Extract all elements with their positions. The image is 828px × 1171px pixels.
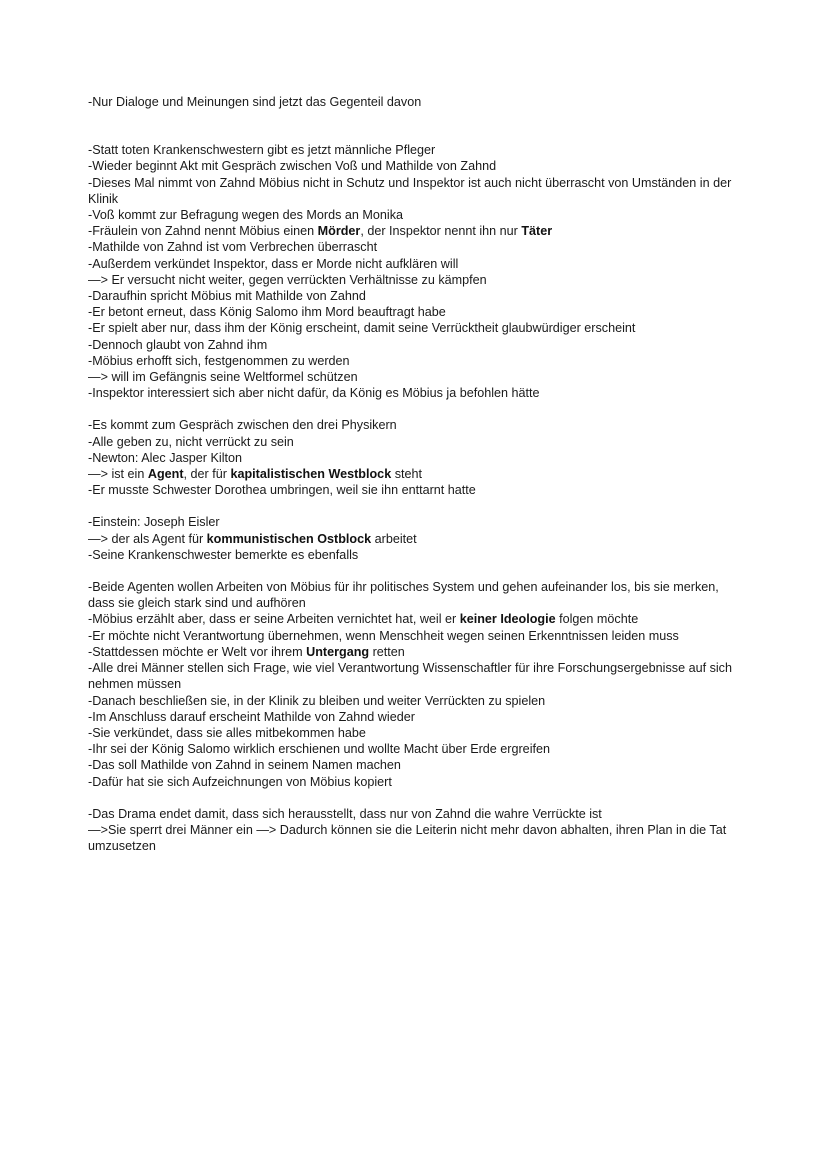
text-run: -Möbius erhofft sich, festgenommen zu werden [88,353,350,368]
text-run: -Sie verkündet, dass sie alles mitbekommen habe [88,725,366,740]
text-run: , der Inspektor nennt ihn nur [360,224,522,239]
text-line [88,709,748,725]
text-run: -Dafür hat sie sich Aufzeichnungen von Möbius kopiert [88,774,392,789]
text-run: -Alle geben zu, nicht verrückt zu sein [88,434,294,449]
text-run: , der für [183,467,231,482]
text-line [88,239,748,255]
document-body [88,94,748,854]
text-run: -Mathilde von Zahnd ist vom Verbrechen überrascht [88,240,378,255]
text-line [88,337,748,353]
spacer [88,498,748,514]
text-line [88,693,748,709]
text-line [88,272,748,288]
text-run: -Nur Dialoge und Meinungen sind jetzt das Gegenteil davon [88,95,422,109]
text-run: -Danach beschließen sie, in der Klinik zu bleiben und weiter Verrückten zu spielen [88,693,546,708]
text-run: -Alle drei Männer stellen sich Frage, wie viel Verantwortung Wissenschaftler für ihre Forschungsergebnisse auf sich nehmen müssen [88,661,732,692]
text-run: -Voß kommt zur Befragung wegen des Mords an Monika [88,208,403,223]
text-line [88,207,748,223]
text-line [88,158,748,174]
text-run: -Er musste Schwester Dorothea umbringen, weil sie ihn enttarnt hatte [88,483,476,498]
text-run: retten [369,644,405,659]
bold-term: Agent [147,467,184,482]
text-line [88,547,748,563]
text-run: -Er möchte nicht Verantwortung übernehmen, wenn Menschheit wegen seinen Erkenntnissen leiden muss [88,628,679,643]
text-run: -Außerdem verkündet Inspektor, dass er Morde nicht aufklären will [88,256,459,271]
text-line [88,628,748,644]
text-run: -Newton: Alec Jasper Kilton [88,450,242,465]
text-line [88,320,748,336]
paragraph-einstein [88,514,748,563]
text-line [88,725,748,741]
text-run: —>Sie sperrt drei Männer ein —> Dadurch können sie die Leiterin nicht mehr davon abhalten, ihren Plan in die Tat umzusetzen [88,822,727,854]
paragraph-intro [88,94,748,110]
text-line [88,256,748,272]
text-run: folgen möchte [555,612,639,627]
text-run: -Daraufhin spricht Möbius mit Mathilde von Zahnd [88,289,366,304]
text-line [88,531,748,547]
bold-term: Untergang [306,644,370,659]
text-line [88,94,748,110]
text-run: -Einstein: Joseph Eisler [88,515,220,530]
text-line [88,304,748,320]
text-run: —> der als Agent für [88,531,207,546]
text-line [88,288,748,304]
spacer [88,790,748,806]
bold-term: kommunistischen Ostblock [206,531,372,546]
text-line [88,385,748,401]
text-run: -Ihr sei der König Salomo wirklich erschienen und wollte Macht über Erde ergreifen [88,742,550,757]
text-line [88,434,748,450]
text-run: -Es kommt zum Gespräch zwischen den drei Physikern [88,418,397,433]
paragraph-act-two [88,142,748,401]
text-run: -Er betont erneut, dass König Salomo ihm Mord beauftragt habe [88,305,446,320]
text-run: -Das Drama endet damit, dass sich herausstellt, dass nur von Zahnd die wahre Verrückte ist [88,806,602,821]
text-line [88,806,748,822]
text-line [88,450,748,466]
paragraph-physicists [88,417,748,498]
text-line [88,644,748,660]
text-run: —> Er versucht nicht weiter, gegen verrückten Verhältnisse zu kämpfen [88,272,487,287]
text-run: -Statt toten Krankenschwestern gibt es jetzt männliche Pfleger [88,143,436,158]
text-run: steht [391,467,423,482]
text-line [88,822,748,854]
paragraph-agents [88,579,748,790]
paragraph-ending [88,806,748,855]
text-line [88,223,748,239]
text-line [88,774,748,790]
text-line [88,660,748,692]
text-line [88,579,748,611]
text-run: -Das soll Mathilde von Zahnd in seinem Namen machen [88,758,401,773]
text-line [88,142,748,158]
text-run: -Beide Agenten wollen Arbeiten von Möbius für ihr politisches System und gehen aufeinander los, bis sie merken, dass sie gleich stark sind und aufhören [88,580,719,611]
bold-term: kapitalistischen Westblock [230,467,392,482]
text-run: —> ist ein [88,467,148,482]
text-run: -Er spielt aber nur, dass ihm der König erscheint, damit seine Verrücktheit glaubwürdiger erscheint [88,321,636,336]
text-line [88,466,748,482]
text-line [88,514,748,530]
text-run: -Möbius erzählt aber, dass er seine Arbeiten vernichtet hat, weil er [88,612,460,627]
spacer [88,110,748,142]
text-run: arbeitet [371,531,417,546]
bold-term: keiner Ideologie [459,612,556,627]
text-run: -Wieder beginnt Akt mit Gespräch zwischen Voß und Mathilde von Zahnd [88,159,497,174]
text-run: -Fräulein von Zahnd nennt Möbius einen [88,224,318,239]
spacer [88,401,748,417]
bold-term: Mörder [317,224,361,239]
text-line [88,175,748,207]
text-line [88,353,748,369]
text-run: -Im Anschluss darauf erscheint Mathilde von Zahnd wieder [88,709,415,724]
text-run: —> will im Gefängnis seine Weltformel schützen [88,370,358,385]
text-line [88,482,748,498]
text-run: -Dennoch glaubt von Zahnd ihm [88,337,268,352]
spacer [88,563,748,579]
text-run: -Dieses Mal nimmt von Zahnd Möbius nicht in Schutz und Inspektor ist auch nicht überrascht von Umständen in der Klinik [88,175,732,206]
text-line [88,417,748,433]
bold-term: Täter [521,224,553,239]
text-line [88,611,748,627]
text-run: -Inspektor interessiert sich aber nicht dafür, da König es Möbius ja befohlen hätte [88,386,540,401]
text-line [88,757,748,773]
text-line [88,369,748,385]
text-run: -Seine Krankenschwester bemerkte es ebenfalls [88,547,359,562]
text-line [88,741,748,757]
text-run: -Stattdessen möchte er Welt vor ihrem [88,644,307,659]
